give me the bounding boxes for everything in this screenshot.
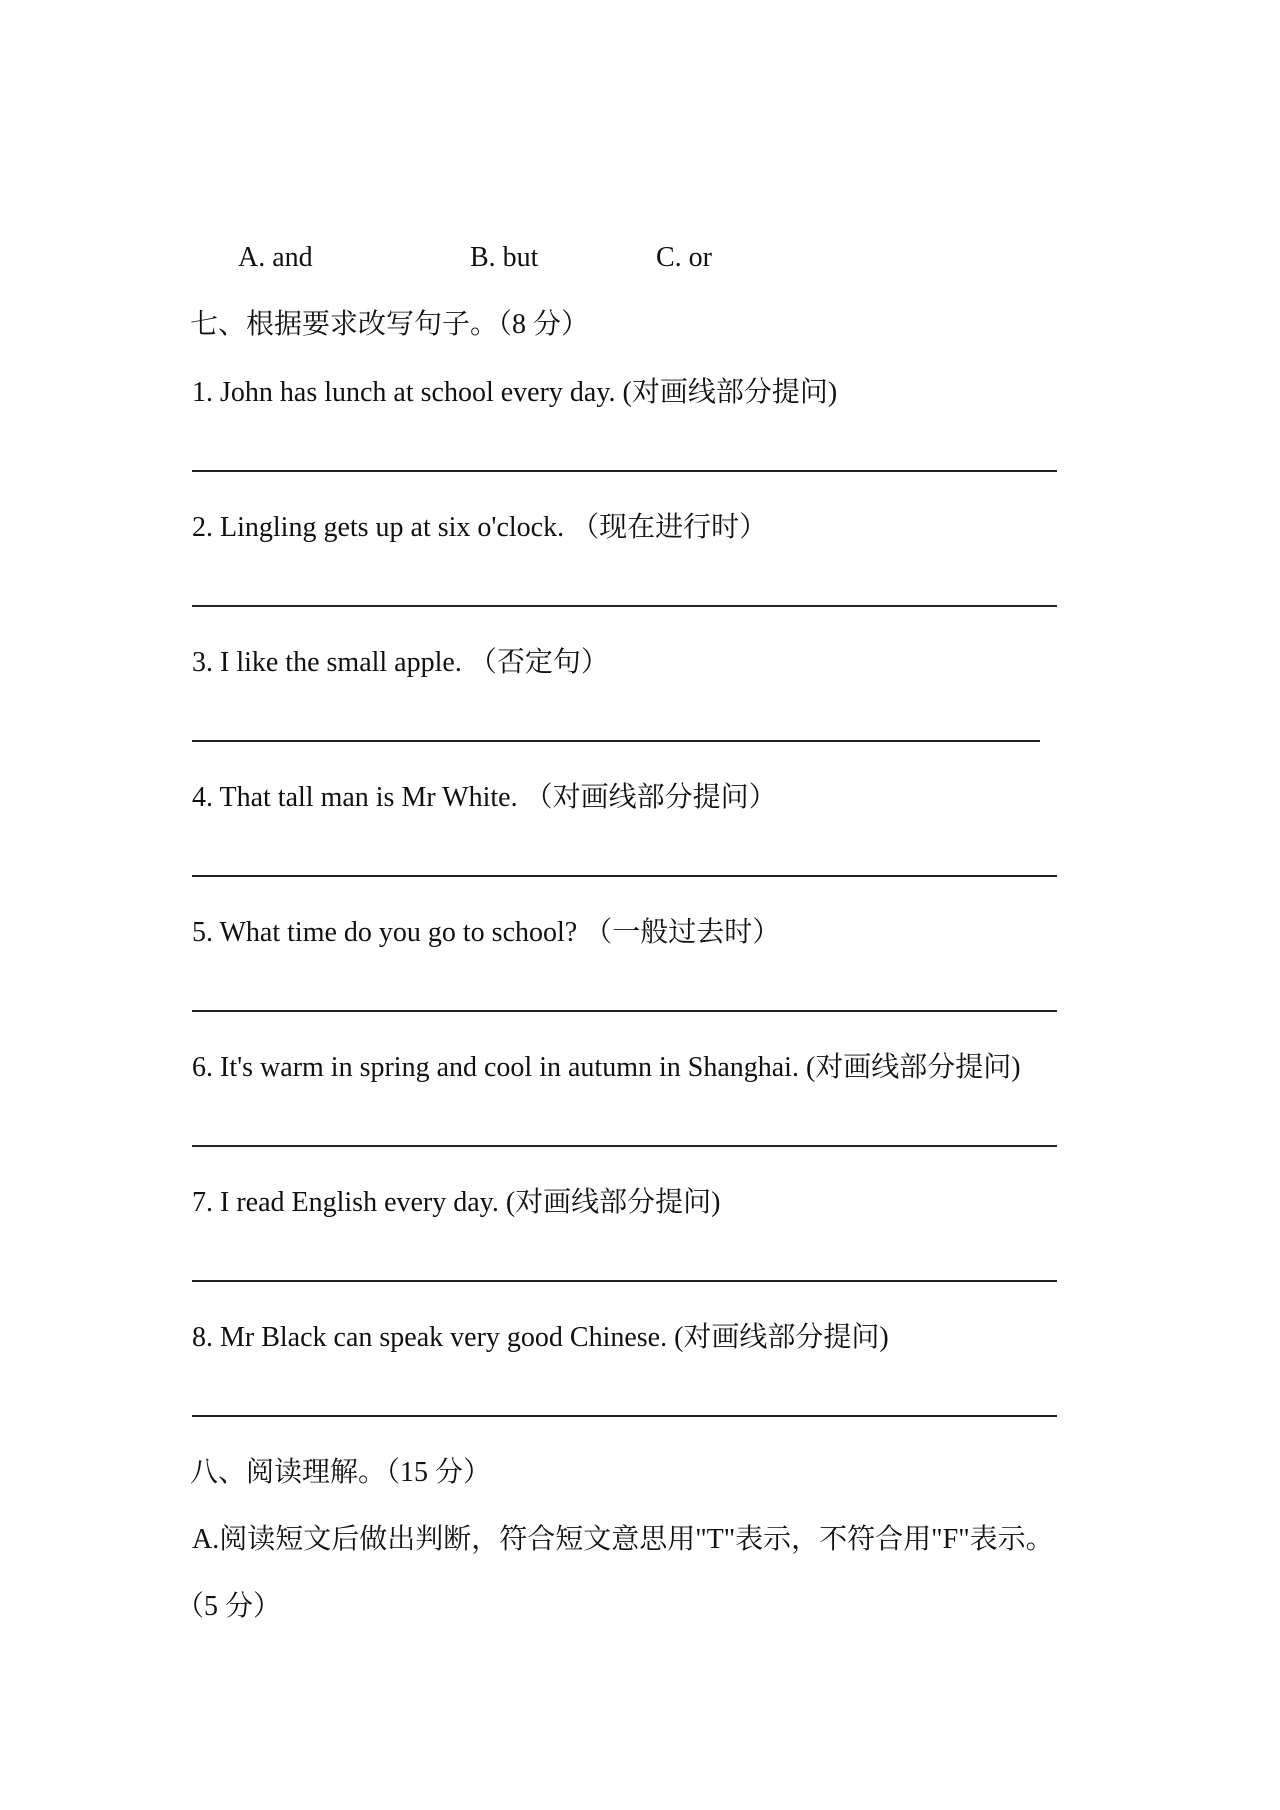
section-8-instruction: A.阅读短文后做出判断，符合短文意思用"T"表示，不符合用"F"表示。	[192, 1524, 1054, 1555]
question-3: 3. I like the small apple. （否定句）	[192, 647, 609, 678]
answer-line-3[interactable]	[192, 740, 1040, 742]
question-1: 1. John has lunch at school every day. (对画线部分提问)	[192, 377, 838, 408]
option-c: C. or	[656, 242, 712, 273]
answer-line-5[interactable]	[192, 1010, 1057, 1012]
answer-line-2[interactable]	[192, 605, 1057, 607]
answer-line-4[interactable]	[192, 875, 1057, 877]
question-2: 2. Lingling gets up at six o'clock. （现在进行时）	[192, 512, 768, 543]
question-4: 4. That tall man is Mr White. （对画线部分提问）	[192, 782, 777, 813]
answer-line-8[interactable]	[192, 1415, 1057, 1417]
question-5: 5. What time do you go to school? （一般过去时）	[192, 917, 781, 948]
answer-line-1[interactable]	[192, 470, 1057, 472]
question-8: 8. Mr Black can speak very good Chinese. (对画线部分提问)	[192, 1322, 889, 1353]
answer-line-7[interactable]	[192, 1280, 1057, 1282]
section-7-heading: 七、根据要求改写句子。（8 分）	[190, 309, 590, 340]
answer-line-6[interactable]	[192, 1145, 1057, 1147]
question-7: 7. I read English every day. (对画线部分提问)	[192, 1187, 721, 1218]
option-a: A. and	[238, 242, 313, 273]
question-6: 6. It's warm in spring and cool in autumn in Shanghai. (对画线部分提问)	[192, 1052, 1021, 1083]
section-8-instruction-points: （5 分）	[176, 1591, 282, 1622]
option-b: B. but	[470, 242, 539, 273]
section-8-heading: 八、阅读理解。（15 分）	[190, 1457, 492, 1488]
